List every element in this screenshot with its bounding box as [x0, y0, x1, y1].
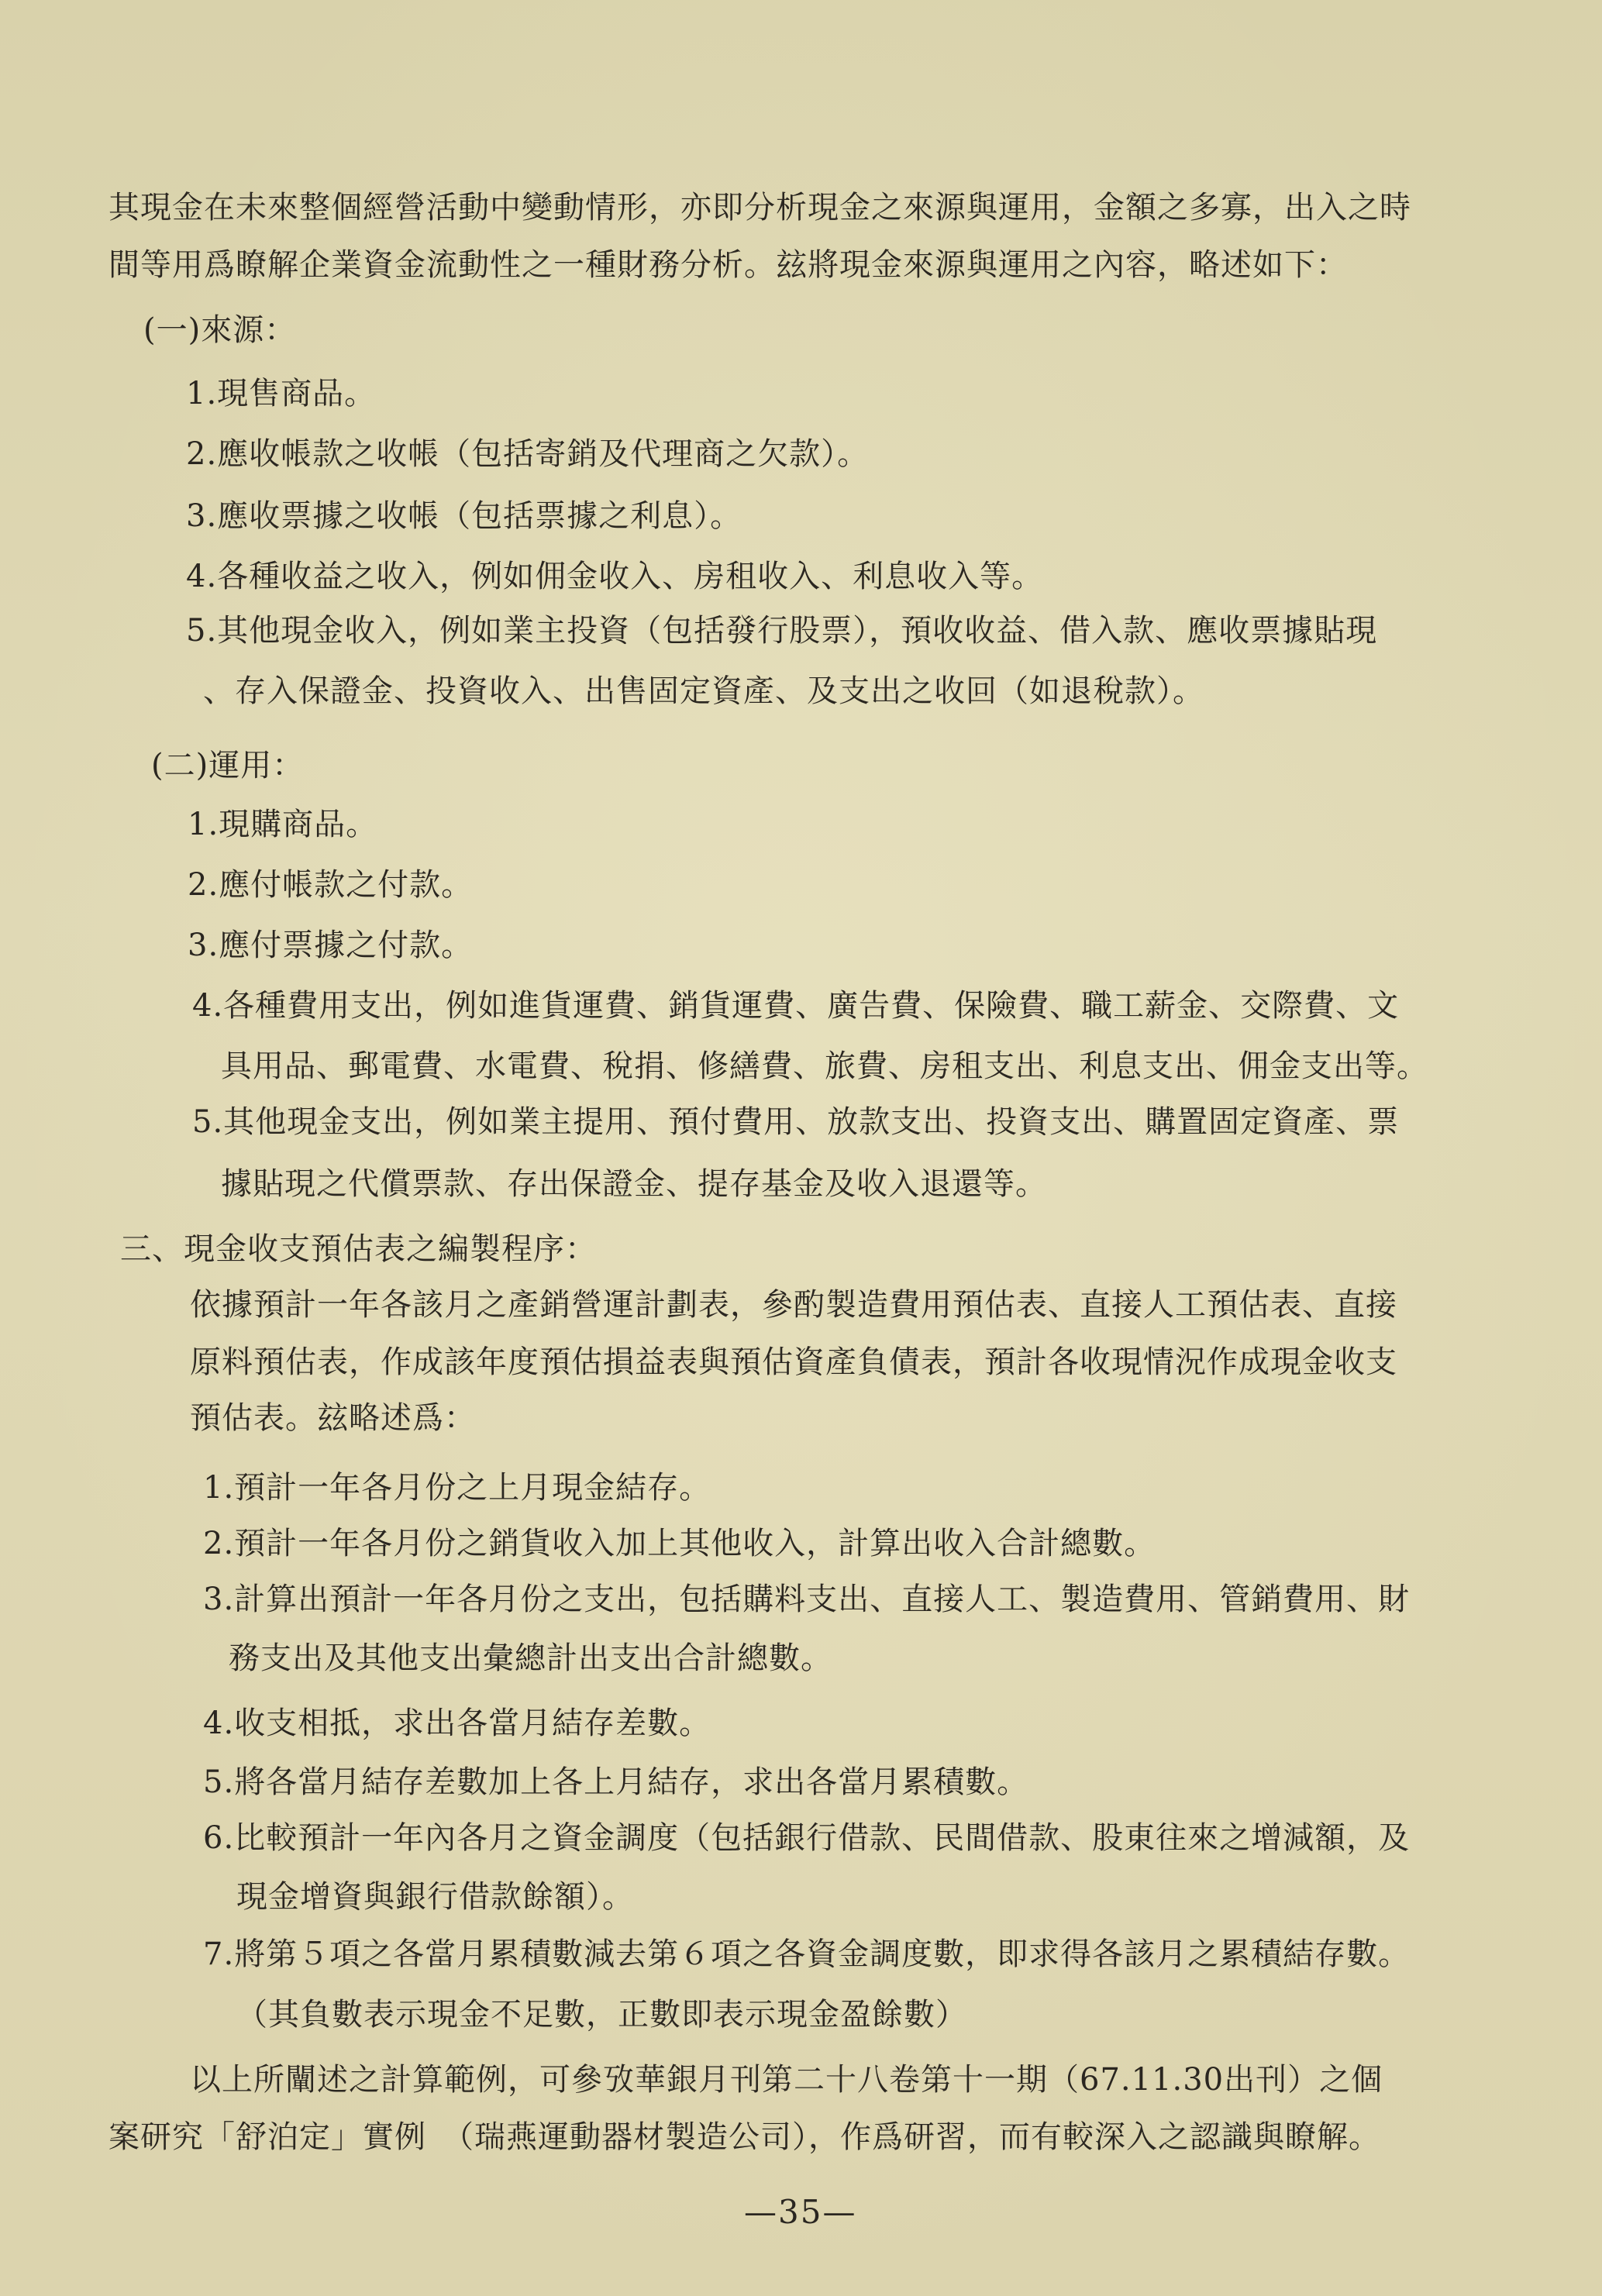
section3-step: （其負數表示現金不足數，正數即表示現金盈餘數） — [236, 1997, 967, 2033]
sources-item: 4.各種收益之收入，例如佣金收入、房租收入、利息收入等。 — [186, 559, 1044, 594]
sources-item: 、存入保證金、投資收入、出售固定資產、及支出之收回（如退稅款）。 — [203, 673, 1204, 709]
paragraph-line: 其現金在未來整個經營活動中變動情形，亦即分析現金之來源與運用，金額之多寡，出入之時 — [109, 190, 1411, 225]
uses-item: 5.其他現金支出，例如業主提用、預付費用、放款支出、投資支出、購置固定資產、票 — [192, 1104, 1400, 1140]
uses-item: 3.應付票據之付款。 — [188, 928, 474, 963]
section3-step: 4.收支相抵，求出各當月結存差數。 — [203, 1706, 711, 1741]
sources-item: 1.現售商品。 — [186, 376, 377, 411]
paragraph-line: 間等用爲瞭解企業資金流動性之一種財務分析。玆將現金來源與運用之內容，略述如下： — [109, 247, 1348, 283]
sources-item: 3.應收票據之收帳（包括票據之利息）。 — [186, 498, 742, 534]
section3-step: 2.預計一年各月份之銷貨收入加上其他收入，計算出收入合計總數。 — [203, 1526, 1156, 1561]
uses-item: 1.現購商品。 — [188, 807, 378, 842]
section3-step: 7.將第５項之各當月累積數減去第６項之各資金調度數，即求得各該月之累積結存數。 — [203, 1936, 1411, 1972]
section3-intro-line: 原料預估表，作成該年度預估損益表與預估資產負債表，預計各收現情況作成現金收支 — [190, 1344, 1397, 1380]
sources-heading: (一)來源： — [143, 312, 297, 348]
section3-step: 務支出及其他支出彙總計出支出合計總數。 — [229, 1640, 832, 1676]
page-number: —35— — [744, 2193, 857, 2231]
uses-item: 據貼現之代償票款、存出保證金、提存基金及收入退還等。 — [221, 1166, 1047, 1202]
uses-item: 2.應付帳款之付款。 — [188, 867, 474, 903]
section3-intro-line: 依據預計一年各該月之產銷營運計劃表，參酌製造費用預估表、直接人工預估表、直接 — [190, 1287, 1397, 1323]
section3-heading: 三、現金收支預估表之編製程序： — [120, 1231, 597, 1267]
uses-heading: (二)運用： — [151, 748, 305, 783]
section3-step: 現金增資與銀行借款餘額）。 — [236, 1879, 634, 1915]
closing-line: 以上所闡述之計算範例，可參攷華銀月刊第二十八卷第十一期（67.11.30出刊）之個 — [190, 2062, 1383, 2098]
section3-step: 1.預計一年各月份之上月現金結存。 — [203, 1470, 711, 1506]
section3-step: 6.比較預計一年內各月之資金調度（包括銀行借款、民間借款、股東往來之增減額，及 — [203, 1820, 1411, 1856]
uses-item: 具用品、郵電費、水電費、稅捐、修繕費、旅費、房租支出、利息支出、佣金支出等。 — [221, 1048, 1428, 1084]
sources-item: 5.其他現金收入，例如業主投資（包括發行股票），預收收益、借入款、應收票據貼現 — [186, 613, 1378, 649]
closing-line: 案研究「舒泊定」實例 （瑞燕運動器材製造公司），作爲研習，而有較深入之認識與瞭解。 — [109, 2119, 1380, 2155]
section3-intro-line: 預估表。玆略述爲： — [190, 1400, 476, 1436]
uses-item: 4.各種費用支出，例如進貨運費、銷貨運費、廣告費、保險費、職工薪金、交際費、文 — [192, 988, 1400, 1024]
sources-item: 2.應收帳款之收帳（包括寄銷及代理商之欠款）。 — [186, 436, 870, 472]
section3-step: 5.將各當月結存差數加上各上月結存，求出各當月累積數。 — [203, 1764, 1029, 1800]
section3-step: 3.計算出預計一年各月份之支出，包括購料支出、直接人工、製造費用、管銷費用、財 — [203, 1582, 1411, 1617]
